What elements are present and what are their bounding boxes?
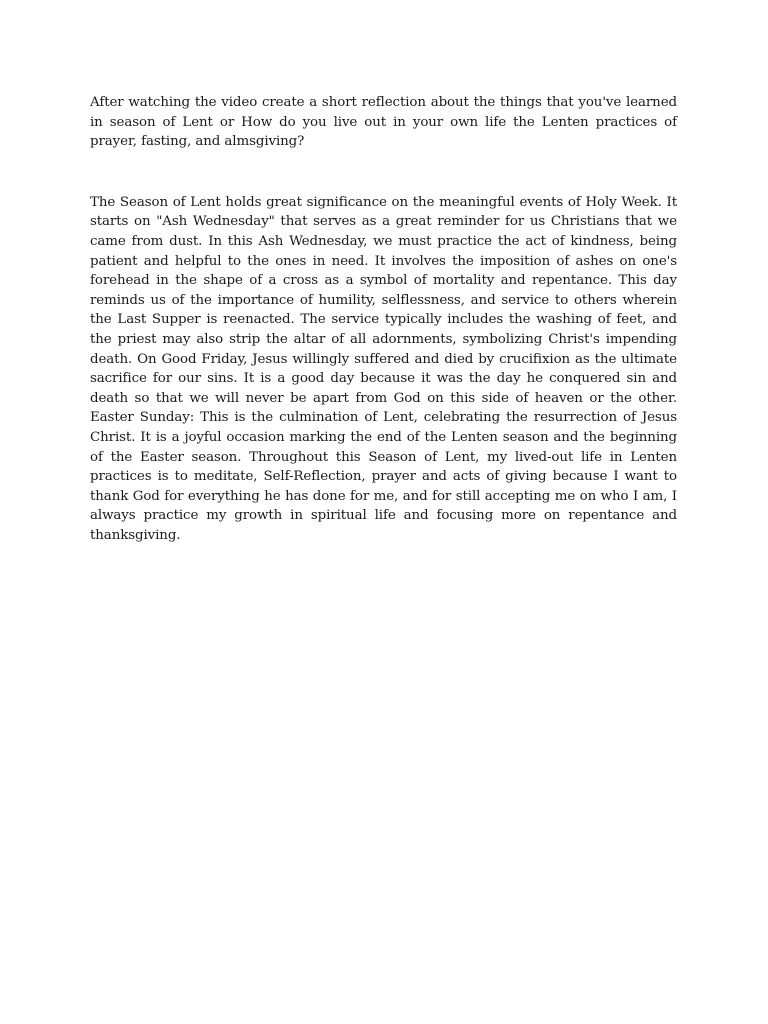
document-page (90, 93, 677, 545)
assignment-prompt: After watching the video create a short reflection about the things that you've learned in season of Lent or How do you live out in your own life the Lenten practices of prayer, fasting, and almsgiving? (90, 95, 677, 150)
reflection-paragraph: The Season of Lent holds great significance on the meaningful events of Holy Week. It starts on "Ash Wednesday" that serves as a great reminder for us Christians that we came from dust. In this Ash Wednesday, we must practice the act of kindness, being patient and helpful to the ones in need. It involves the imposition of ashes on one's forehead in the shape of a cross as a symbol of mortality and repentance. This day reminds us of the importance of humility, selflessness, and service to others wherein the Last Supper is reenacted. The service typically includes the washing of feet, and the priest may also strip the altar of all adornments, symbolizing Christ's impending death. On Good Friday, Jesus willingly suffered and died by crucifixion as the ultimate sacrifice for our sins. It is a good day because it was the day he conquered sin and death so that we will never be apart from God on this side of heaven or the other. Easter Sunday: This is the culmination of Lent, celebrating the resurrection of Jesus Christ. It is a joyful occasion marking the end of the Lenten season and the beginning of the Easter season. Throughout this Season of Lent, my lived-out life in Lenten practices is to meditate, Self-Reflection, prayer and acts of giving because I want to thank God for everything he has done for me, and for still accepting me on who I am, I always practice my growth in spiritual life and focusing more on repentance and thanksgiving. (90, 194, 677, 543)
